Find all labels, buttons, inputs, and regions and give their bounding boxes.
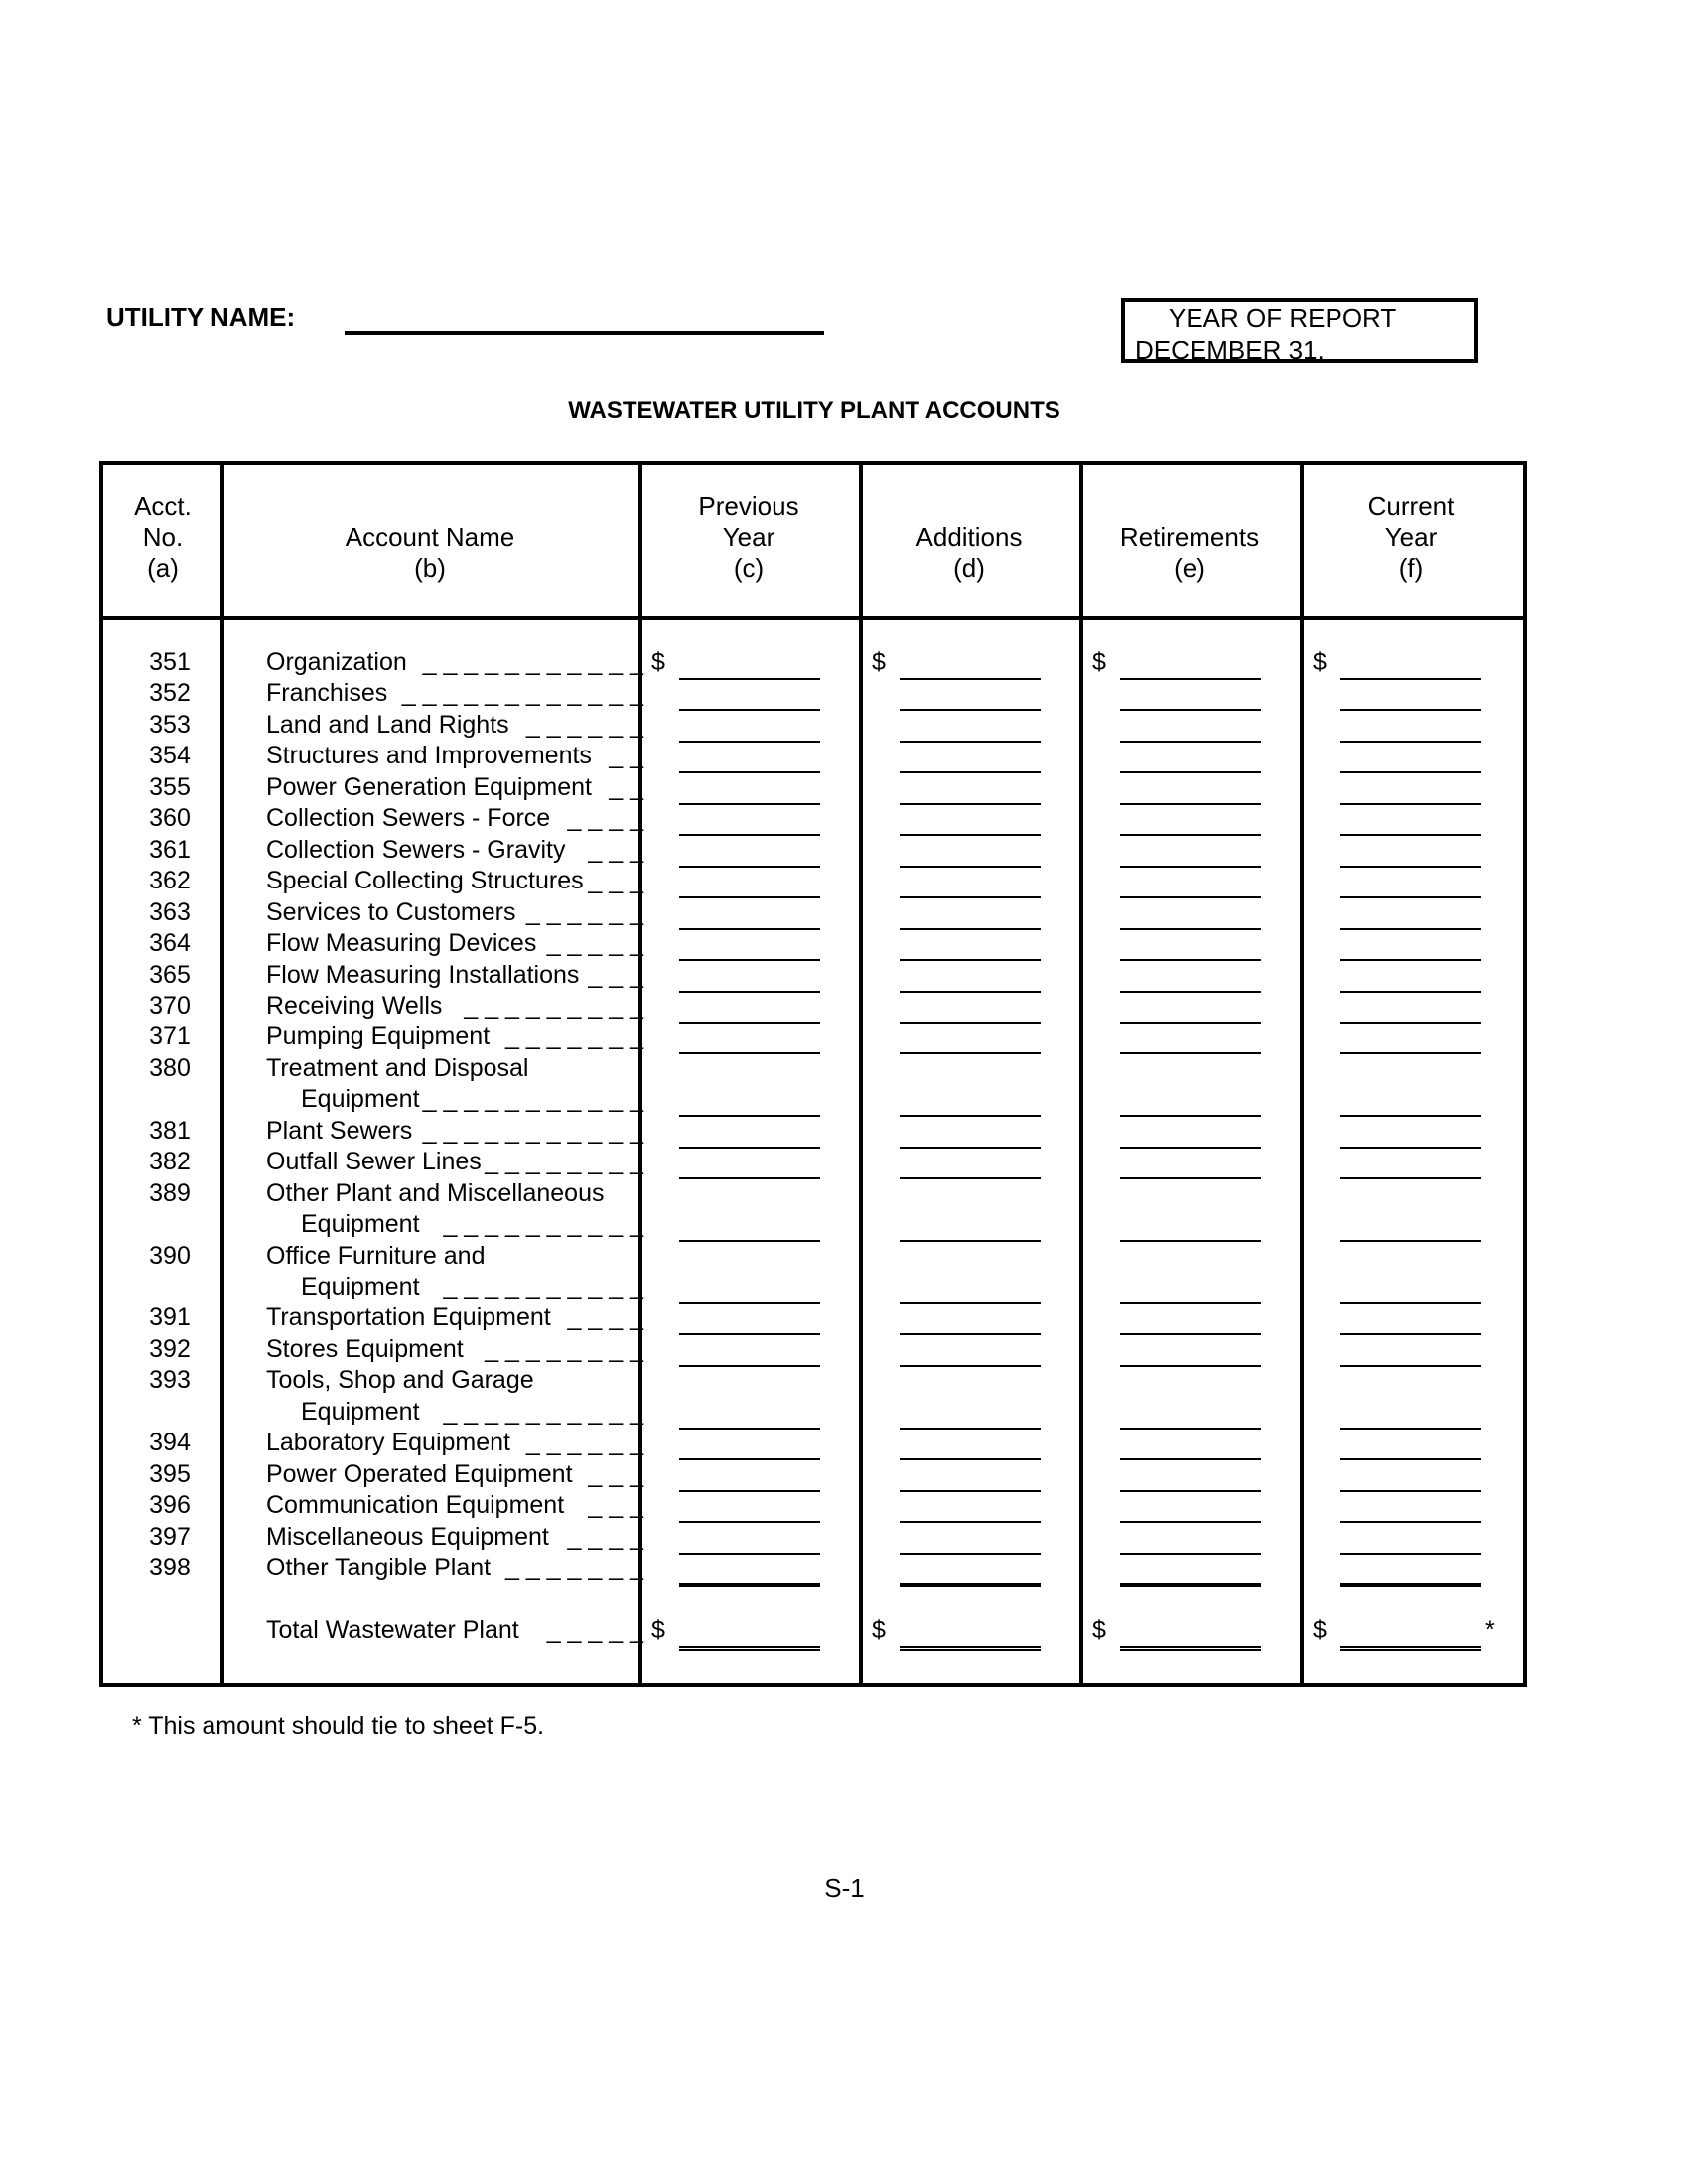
account-number: 382 — [149, 1148, 191, 1176]
current-year-amount-field[interactable] — [1340, 866, 1481, 868]
previous-year-amount-field[interactable] — [679, 1177, 820, 1179]
account-name: Tools, Shop and Garage — [266, 1366, 534, 1395]
account-name: Other Plant and Miscellaneous — [266, 1178, 605, 1207]
retirements-amount-field[interactable] — [1120, 959, 1261, 961]
retirements-amount-field[interactable] — [1120, 1458, 1261, 1460]
leader-dashes: _ _ _ _ — [567, 1522, 643, 1551]
retirements-amount-field[interactable] — [1120, 1521, 1261, 1523]
retirements-amount-field[interactable] — [1120, 709, 1261, 711]
leader-dashes: _ _ _ — [588, 960, 643, 989]
column-header-line: Additions — [915, 522, 1023, 552]
additions-amount-field[interactable] — [900, 741, 1041, 743]
account-name: Power Generation Equipment — [266, 772, 592, 801]
current-year-amount-field[interactable] — [1340, 1147, 1481, 1149]
current-year-amount-field[interactable] — [1340, 771, 1481, 773]
current-year-amount-field[interactable] — [1340, 1365, 1481, 1367]
account-number: 361 — [149, 835, 191, 864]
previous-year-amount-field[interactable] — [679, 928, 820, 930]
year-of-report-box[interactable] — [1121, 298, 1478, 363]
column-header-line: (b) — [414, 553, 446, 583]
current-year-amount-field[interactable] — [1340, 1022, 1481, 1024]
leader-dashes: _ _ _ — [588, 1491, 643, 1520]
additions-amount-field[interactable] — [900, 1147, 1041, 1149]
leader-dashes: _ _ _ _ _ _ _ _ _ _ — [443, 1273, 643, 1300]
account-number: 371 — [149, 1023, 191, 1051]
leader-dashes: _ _ _ _ _ _ _ _ _ _ — [443, 1397, 643, 1426]
account-number: 364 — [149, 929, 191, 958]
additions-amount-field[interactable] — [900, 803, 1041, 805]
leader-dashes: _ _ _ _ — [567, 804, 643, 833]
account-number: 393 — [149, 1366, 191, 1395]
previous-year-amount-field[interactable] — [679, 1302, 820, 1304]
column-header-line: Current — [1367, 491, 1455, 521]
previous-year-amount-field[interactable] — [679, 1458, 820, 1460]
current-year-amount-field[interactable] — [1340, 1458, 1481, 1460]
leader-dashes: _ _ _ _ _ — [546, 929, 643, 958]
additions-amount-field[interactable] — [900, 1365, 1041, 1367]
column-header-account-name — [331, 522, 529, 584]
account-name-continued: Equipment — [301, 1210, 420, 1239]
retirements-amount-field[interactable] — [1120, 1490, 1261, 1492]
current-year-amount-field[interactable] — [1340, 1115, 1481, 1117]
dollar-sign: $ — [651, 648, 665, 676]
account-name: Other Tangible Plant — [266, 1554, 492, 1582]
dollar-sign: $ — [651, 1615, 665, 1644]
leader-dashes: _ _ _ — [588, 835, 643, 864]
previous-year-amount-field[interactable] — [679, 866, 820, 868]
retirements-amount-field[interactable] — [1120, 1240, 1261, 1242]
account-name: Plant Sewers — [266, 1116, 413, 1145]
account-number: 351 — [149, 648, 191, 676]
column-header-line: No. — [142, 522, 184, 552]
leader-dashes: _ _ _ _ _ _ — [525, 1429, 643, 1457]
retirements-amount-field[interactable] — [1120, 1333, 1261, 1335]
additions-amount-field[interactable] — [900, 1302, 1041, 1304]
column-header-line: Year — [722, 522, 775, 552]
footnote: * This amount should tie to sheet F-5. — [132, 1712, 545, 1740]
december-label: DECEMBER 31, — [1135, 336, 1325, 365]
current-year-amount-field[interactable] — [1340, 896, 1481, 898]
column-header-additions — [870, 522, 1068, 584]
retirements-amount-field[interactable] — [1120, 1583, 1261, 1587]
account-name: Structures and Improvements — [266, 742, 592, 770]
column-divider — [1079, 461, 1083, 1687]
account-number: 365 — [149, 960, 191, 989]
column-header-current-year — [1312, 491, 1510, 584]
account-number: 390 — [149, 1241, 191, 1270]
additions-amount-field[interactable] — [900, 1052, 1041, 1054]
account-name-continued: Equipment — [301, 1085, 420, 1114]
retirements-amount-field[interactable] — [1120, 866, 1261, 868]
account-name: Miscellaneous Equipment — [266, 1522, 549, 1551]
year-of-report-label: YEAR OF REPORT — [1169, 303, 1397, 333]
account-number: 389 — [149, 1178, 191, 1207]
leader-dashes: _ _ _ _ — [567, 1303, 643, 1332]
previous-year-amount-field[interactable] — [679, 1583, 820, 1587]
current-year-amount-field[interactable] — [1340, 959, 1481, 961]
column-header-line: (e) — [1174, 553, 1205, 583]
retirements-amount-field[interactable] — [1120, 1428, 1261, 1430]
account-name: Flow Measuring Devices — [266, 929, 537, 958]
previous-year-amount-field[interactable] — [679, 896, 820, 898]
column-header-line: (f) — [1398, 553, 1424, 583]
retirements-amount-field[interactable] — [1120, 834, 1261, 836]
page-title: WASTEWATER UTILITY PLANT ACCOUNTS — [568, 397, 1060, 424]
previous-year-amount-field[interactable] — [679, 1490, 820, 1492]
account-number: 392 — [149, 1334, 191, 1363]
retirements-amount-field[interactable] — [1120, 771, 1261, 773]
leader-dashes: _ _ — [609, 772, 643, 801]
additions-amount-field[interactable] — [900, 1490, 1041, 1492]
additions-amount-field[interactable] — [900, 678, 1041, 680]
retirements-amount-field[interactable] — [1120, 1147, 1261, 1149]
account-number: 395 — [149, 1459, 191, 1488]
retirements-amount-field[interactable] — [1120, 678, 1261, 680]
account-number: 370 — [149, 991, 191, 1020]
additions-amount-field[interactable] — [900, 771, 1041, 773]
current-year-amount-field[interactable] — [1340, 678, 1481, 680]
account-name: Treatment and Disposal — [266, 1053, 529, 1082]
account-name: Special Collecting Structures — [266, 867, 584, 895]
retirements-amount-field[interactable] — [1120, 1553, 1261, 1555]
leader-dashes: _ _ _ _ _ _ _ _ _ _ _ — [422, 648, 643, 676]
account-name: Transportation Equipment — [266, 1303, 551, 1332]
account-name: Power Operated Equipment — [266, 1459, 573, 1488]
current-year-amount-field[interactable] — [1340, 1302, 1481, 1304]
account-name: Collection Sewers - Force — [266, 804, 551, 833]
additions-amount-field[interactable] — [900, 1583, 1041, 1587]
leader-dashes: _ _ _ _ _ _ — [525, 897, 643, 926]
additions-amount-field[interactable] — [900, 1458, 1041, 1460]
account-name: Laboratory Equipment — [266, 1429, 510, 1457]
account-number: 380 — [149, 1053, 191, 1082]
column-header-line: Acct. — [134, 491, 192, 521]
account-name: Organization — [266, 648, 407, 676]
leader-dashes: _ _ _ _ _ _ — [525, 710, 643, 739]
current-year-amount-field[interactable] — [1340, 1521, 1481, 1523]
previous-year-amount-field[interactable] — [679, 834, 820, 836]
current-year-amount-field[interactable] — [1340, 1333, 1481, 1335]
account-name: Receiving Wells — [266, 991, 443, 1020]
current-year-amount-field[interactable] — [1340, 834, 1481, 836]
previous-year-amount-field[interactable] — [679, 1365, 820, 1367]
account-number: 360 — [149, 804, 191, 833]
previous-year-amount-field[interactable] — [679, 991, 820, 993]
leader-dashes: _ _ _ _ _ _ _ — [504, 1554, 643, 1582]
current-year-amount-field[interactable] — [1340, 741, 1481, 743]
column-header-line: Year — [1384, 522, 1438, 552]
current-year-amount-field[interactable] — [1340, 709, 1481, 711]
total-label: Total Wastewater Plant — [266, 1615, 519, 1644]
utility-name-label: UTILITY NAME: — [106, 302, 296, 332]
account-number: 394 — [149, 1429, 191, 1457]
leader-dashes: _ _ _ _ _ — [546, 1615, 643, 1644]
account-number: 352 — [149, 679, 191, 708]
dollar-sign: $ — [872, 648, 886, 676]
retirements-amount-field[interactable] — [1120, 896, 1261, 898]
column-header-line: (c) — [733, 553, 765, 583]
dollar-sign: $ — [1313, 648, 1327, 676]
dollar-sign: $ — [1092, 1615, 1106, 1644]
previous-year-amount-field[interactable] — [679, 709, 820, 711]
additions-amount-field[interactable] — [900, 834, 1041, 836]
current-year-amount-field[interactable] — [1340, 928, 1481, 930]
account-number: 362 — [149, 867, 191, 895]
dollar-sign: $ — [872, 1615, 886, 1644]
additions-amount-field[interactable] — [900, 991, 1041, 993]
account-name: Communication Equipment — [266, 1491, 565, 1520]
additions-amount-field[interactable] — [900, 959, 1041, 961]
additions-amount-field[interactable] — [900, 1115, 1041, 1117]
leader-dashes: _ _ — [609, 742, 643, 770]
previous-year-amount-field[interactable] — [679, 678, 820, 680]
previous-year-amount-field[interactable] — [679, 1428, 820, 1430]
current-year-amount-field[interactable] — [1340, 803, 1481, 805]
retirements-amount-field[interactable] — [1120, 803, 1261, 805]
account-name: Pumping Equipment — [266, 1023, 491, 1051]
column-header-line: Account Name — [345, 522, 515, 552]
column-header-previous-year — [649, 491, 848, 584]
current-year-amount-field[interactable] — [1340, 1553, 1481, 1555]
retirements-amount-field[interactable] — [1120, 1022, 1261, 1024]
account-name: Services to Customers — [266, 897, 516, 926]
leader-dashes: _ _ _ — [588, 1459, 643, 1488]
account-name: Office Furniture and — [266, 1241, 486, 1270]
previous-year-amount-field[interactable] — [679, 1022, 820, 1024]
additions-amount-field[interactable] — [900, 896, 1041, 898]
leader-dashes: _ _ _ _ _ _ _ _ _ — [464, 991, 643, 1020]
column-header-acct-no — [64, 491, 262, 584]
leader-dashes: _ _ _ _ _ _ _ _ — [485, 1148, 643, 1176]
retirements-amount-field[interactable] — [1120, 741, 1261, 743]
leader-dashes: _ _ _ — [588, 867, 643, 895]
dollar-sign: $ — [1313, 1615, 1327, 1644]
previous-year-amount-field[interactable] — [679, 959, 820, 961]
asterisk-marker: * — [1485, 1615, 1495, 1644]
header-divider — [99, 616, 1527, 620]
account-number: 391 — [149, 1303, 191, 1332]
leader-dashes: _ _ _ _ _ _ _ _ _ _ _ — [422, 1085, 643, 1114]
column-divider — [859, 461, 863, 1687]
previous-year-amount-field[interactable] — [679, 1521, 820, 1523]
account-number: 398 — [149, 1554, 191, 1582]
additions-amount-field[interactable] — [900, 1521, 1041, 1523]
previous-year-amount-field[interactable] — [679, 1553, 820, 1555]
previous-year-amount-field[interactable] — [679, 1240, 820, 1242]
column-header-line: (a) — [147, 553, 179, 583]
page-number: S-1 — [824, 1873, 865, 1903]
dollar-sign: $ — [1092, 648, 1106, 676]
account-name-continued: Equipment — [301, 1397, 420, 1426]
additions-amount-field[interactable] — [900, 1240, 1041, 1242]
retirements-amount-field[interactable] — [1120, 991, 1261, 993]
account-name: Collection Sewers - Gravity — [266, 835, 566, 864]
column-header-line: Retirements — [1119, 522, 1260, 552]
retirements-amount-field[interactable] — [1120, 1177, 1261, 1179]
leader-dashes: _ _ _ _ _ _ _ _ _ _ — [443, 1210, 643, 1239]
additions-amount-field[interactable] — [900, 1333, 1041, 1335]
previous-year-total-field[interactable] — [679, 1646, 820, 1656]
additions-amount-field[interactable] — [900, 1553, 1041, 1555]
retirements-total-field[interactable] — [1120, 1646, 1261, 1656]
leader-dashes: _ _ _ _ _ _ _ _ _ _ _ — [422, 1116, 643, 1145]
previous-year-amount-field[interactable] — [679, 1333, 820, 1335]
column-header-retirements — [1090, 522, 1289, 584]
current-year-amount-field[interactable] — [1340, 1583, 1481, 1587]
column-header-line: (d) — [953, 553, 985, 583]
account-number: 397 — [149, 1522, 191, 1551]
leader-dashes: _ _ _ _ _ _ _ — [504, 1023, 643, 1051]
column-divider — [1300, 461, 1304, 1687]
current-year-amount-field[interactable] — [1340, 1177, 1481, 1179]
previous-year-amount-field[interactable] — [679, 803, 820, 805]
previous-year-amount-field[interactable] — [679, 1147, 820, 1149]
column-header-line: Previous — [698, 491, 799, 521]
account-name-continued: Equipment — [301, 1273, 420, 1300]
additions-total-field[interactable] — [900, 1646, 1041, 1656]
account-name: Franchises — [266, 679, 388, 708]
previous-year-amount-field[interactable] — [679, 741, 820, 743]
leader-dashes: _ _ _ _ _ _ _ _ _ _ _ _ — [401, 679, 643, 708]
retirements-amount-field[interactable] — [1120, 1302, 1261, 1304]
current-year-total-field[interactable] — [1340, 1646, 1481, 1656]
current-year-amount-field[interactable] — [1340, 1428, 1481, 1430]
additions-amount-field[interactable] — [900, 1428, 1041, 1430]
current-year-amount-field[interactable] — [1340, 1240, 1481, 1242]
account-name: Flow Measuring Installations — [266, 960, 580, 989]
utility-name-field[interactable] — [345, 331, 824, 335]
current-year-amount-field[interactable] — [1340, 1490, 1481, 1492]
account-number: 354 — [149, 742, 191, 770]
retirements-amount-field[interactable] — [1120, 1115, 1261, 1117]
account-number: 353 — [149, 710, 191, 739]
previous-year-amount-field[interactable] — [679, 1115, 820, 1117]
retirements-amount-field[interactable] — [1120, 1365, 1261, 1367]
additions-amount-field[interactable] — [900, 1022, 1041, 1024]
account-number: 363 — [149, 897, 191, 926]
account-number: 381 — [149, 1116, 191, 1145]
account-name: Stores Equipment — [266, 1334, 464, 1363]
retirements-amount-field[interactable] — [1120, 928, 1261, 930]
additions-amount-field[interactable] — [900, 928, 1041, 930]
additions-amount-field[interactable] — [900, 1177, 1041, 1179]
previous-year-amount-field[interactable] — [679, 1052, 820, 1054]
account-number: 396 — [149, 1491, 191, 1520]
current-year-amount-field[interactable] — [1340, 1052, 1481, 1054]
account-name: Land and Land Rights — [266, 710, 509, 739]
account-number: 355 — [149, 772, 191, 801]
previous-year-amount-field[interactable] — [679, 771, 820, 773]
additions-amount-field[interactable] — [900, 866, 1041, 868]
additions-amount-field[interactable] — [900, 709, 1041, 711]
account-name: Outfall Sewer Lines — [266, 1148, 482, 1176]
retirements-amount-field[interactable] — [1120, 1052, 1261, 1054]
current-year-amount-field[interactable] — [1340, 991, 1481, 993]
leader-dashes: _ _ _ _ _ _ _ _ — [485, 1334, 643, 1363]
